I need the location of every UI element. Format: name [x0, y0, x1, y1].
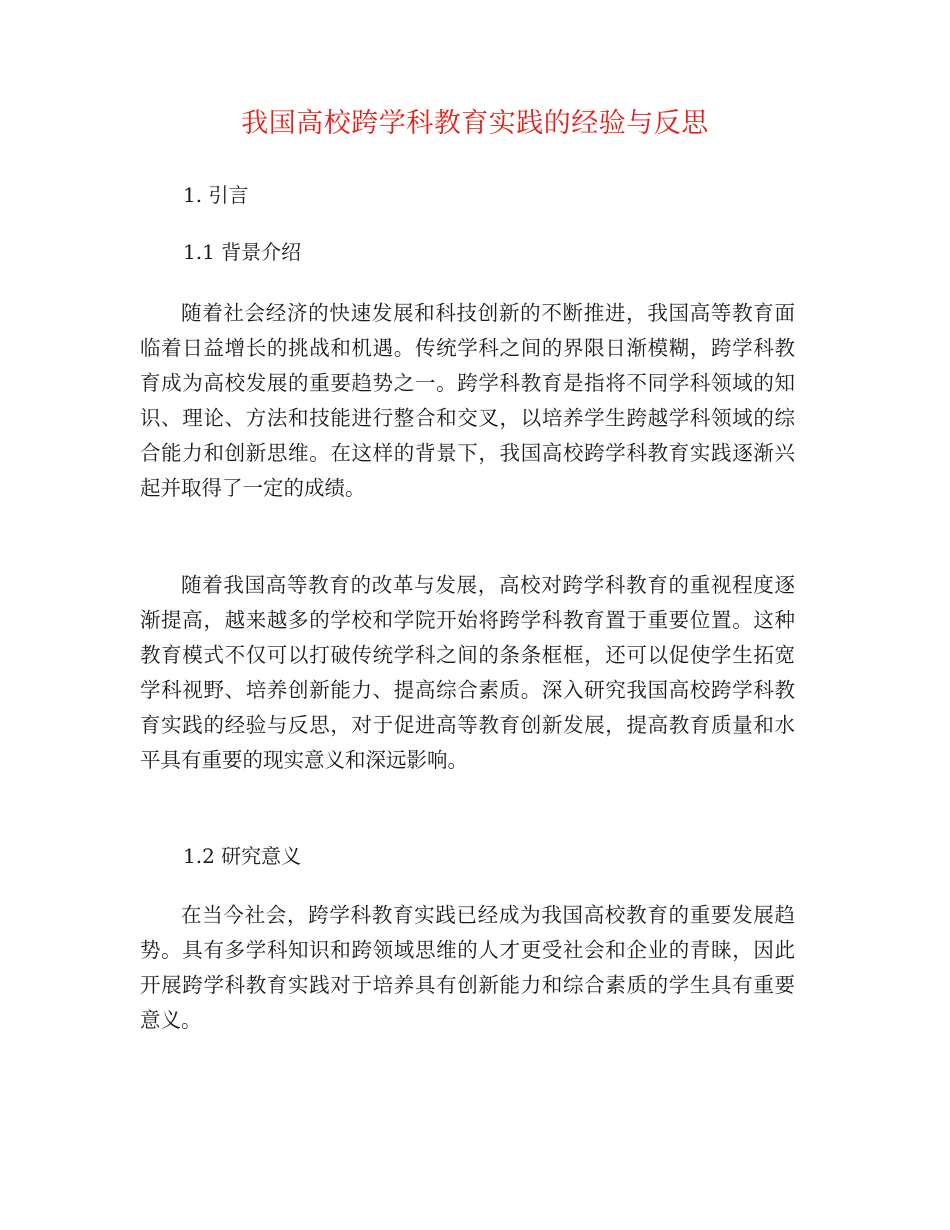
section-heading-significance: 1.2 研究意义 — [183, 844, 302, 868]
paragraph-significance-1: 在当今社会，跨学科教育实践已经成为我国高校教育的重要发展趋势。具有多学科知识和跨领域思维的人才更受社会和企业的青睐，因此开展跨学科教育实践对于培养具有创新能力和综合素质的学生具有重要意义。 — [140, 903, 795, 1032]
paragraph-background-2: 随着我国高等教育的改革与发展，高校对跨学科教育的重视程度逐渐提高，越来越多的学校和学院开始将跨学科教育置于重要位置。这种教育模式不仅可以打破传统学科之间的条条框框，还可以促使学生拓宽学科视野、培养创新能力、提高综合素质。深入研究我国高校跨学科教育实践的经验与反思，对于促进高等教育创新发展，提高教育质量和水平具有重要的现实意义和深远影响。 — [140, 573, 795, 772]
document-title: 我国高校跨学科教育实践的经验与反思 — [241, 108, 709, 139]
section-heading-introduction: 1. 引言 — [183, 183, 249, 207]
section-heading-background: 1.1 背景介绍 — [183, 240, 302, 264]
paragraph-background-1: 随着社会经济的快速发展和科技创新的不断推进，我国高等教育面临着日益增长的挑战和机遇。传统学科之间的界限日渐模糊，跨学科教育成为高校发展的重要趋势之一。跨学科教育是指将不同学科领域的知识、理论、方法和技能进行整合和交叉，以培养学生跨越学科领域的综合能力和创新思维。在这样的背景下，我国高校跨学科教育实践逐渐兴起并取得了一定的成绩。 — [140, 301, 795, 500]
